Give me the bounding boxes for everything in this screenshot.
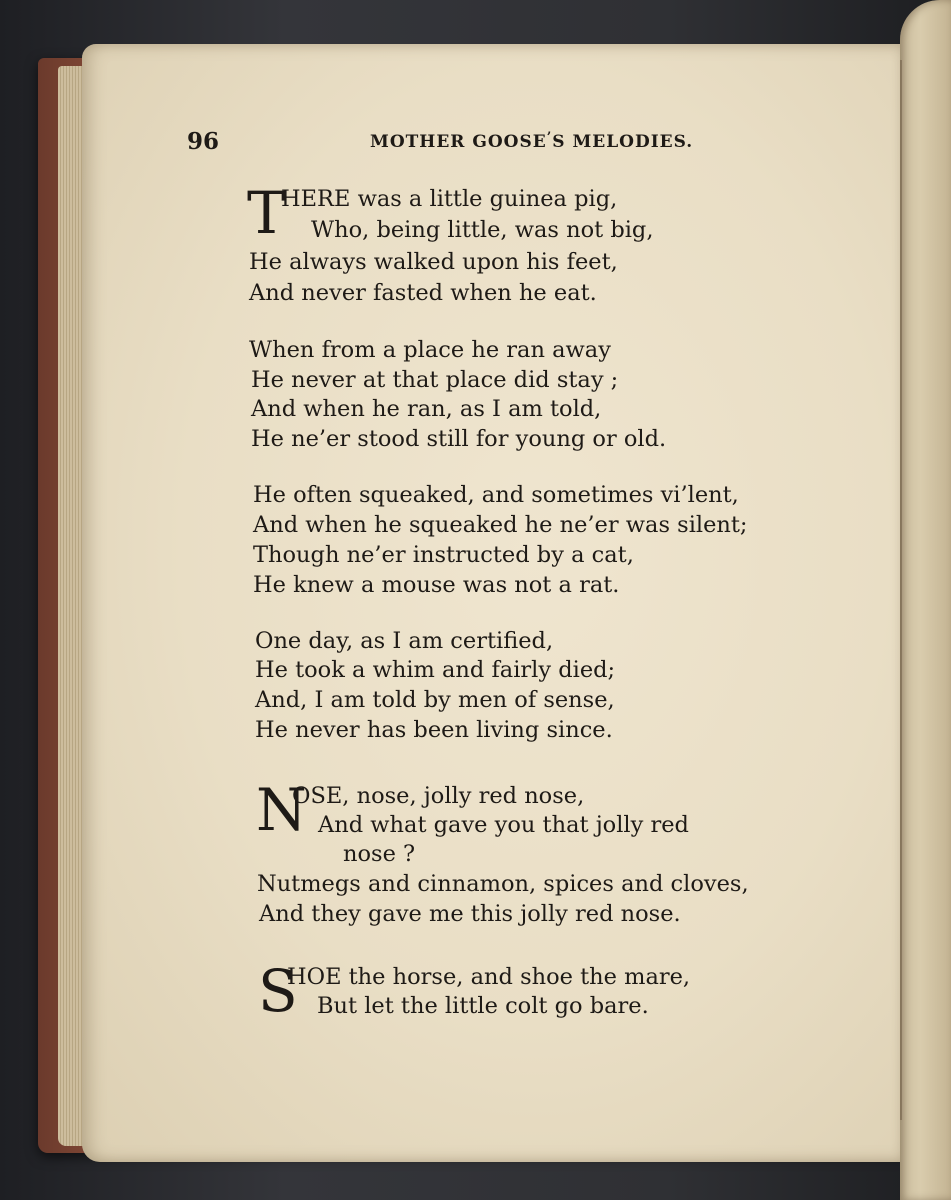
running-head [370, 132, 693, 152]
poem-line: And never fasted when he eat. [249, 280, 597, 306]
page-number: 96 [187, 128, 220, 155]
poem-line: He never at that place did stay ; [251, 367, 619, 393]
dropcap-s: S [258, 957, 298, 1025]
poem-line: He never has been living since. [255, 717, 613, 743]
poem-line: He took a whim and fairly died; [255, 657, 616, 683]
poem-line: He knew a mouse was not a rat. [253, 572, 620, 598]
poem-line: HOE the horse, and shoe the mare, [287, 964, 691, 990]
running-head-apostrophe: ’ [546, 130, 553, 145]
poem-line: He always walked upon his feet, [249, 249, 618, 275]
poem-line: And they gave me this jolly red nose. [259, 901, 681, 927]
poem-line: And when he ran, as I am told, [251, 396, 602, 422]
dropcap-t: T [247, 179, 286, 247]
poem-line: nose ? [343, 841, 416, 867]
poem-line: One day, as I am certified, [255, 628, 554, 654]
poem-line: Who, being little, was not big, [311, 217, 654, 243]
poem-line: Though ne’er instructed by a cat, [253, 542, 634, 568]
running-head-suffix: S MELODIES. [552, 132, 694, 152]
poem-line: And, I am told by men of sense, [255, 687, 615, 713]
poem-line: OSE, nose, jolly red nose, [292, 783, 585, 809]
poem-line: And when he squeaked he ne’er was silent; [253, 512, 748, 538]
poem-line: He ne’er stood still for young or old. [251, 426, 667, 452]
running-head-title: MOTHER GOOSE [370, 132, 547, 152]
facing-page-edge [900, 0, 951, 1200]
poem-line: Nutmegs and cinnamon, spices and cloves, [257, 871, 749, 897]
poem-line: But let the little colt go bare. [317, 993, 649, 1019]
page-fold [900, 60, 902, 1120]
dropcap-n: N [256, 776, 307, 844]
poem-line: He often squeaked, and sometimes vi’lent, [253, 482, 739, 508]
poem-line: And what gave you that jolly red [318, 812, 689, 838]
poem-line: HERE was a little guinea pig, [281, 186, 618, 212]
poem-line: When from a place he ran away [249, 337, 611, 363]
